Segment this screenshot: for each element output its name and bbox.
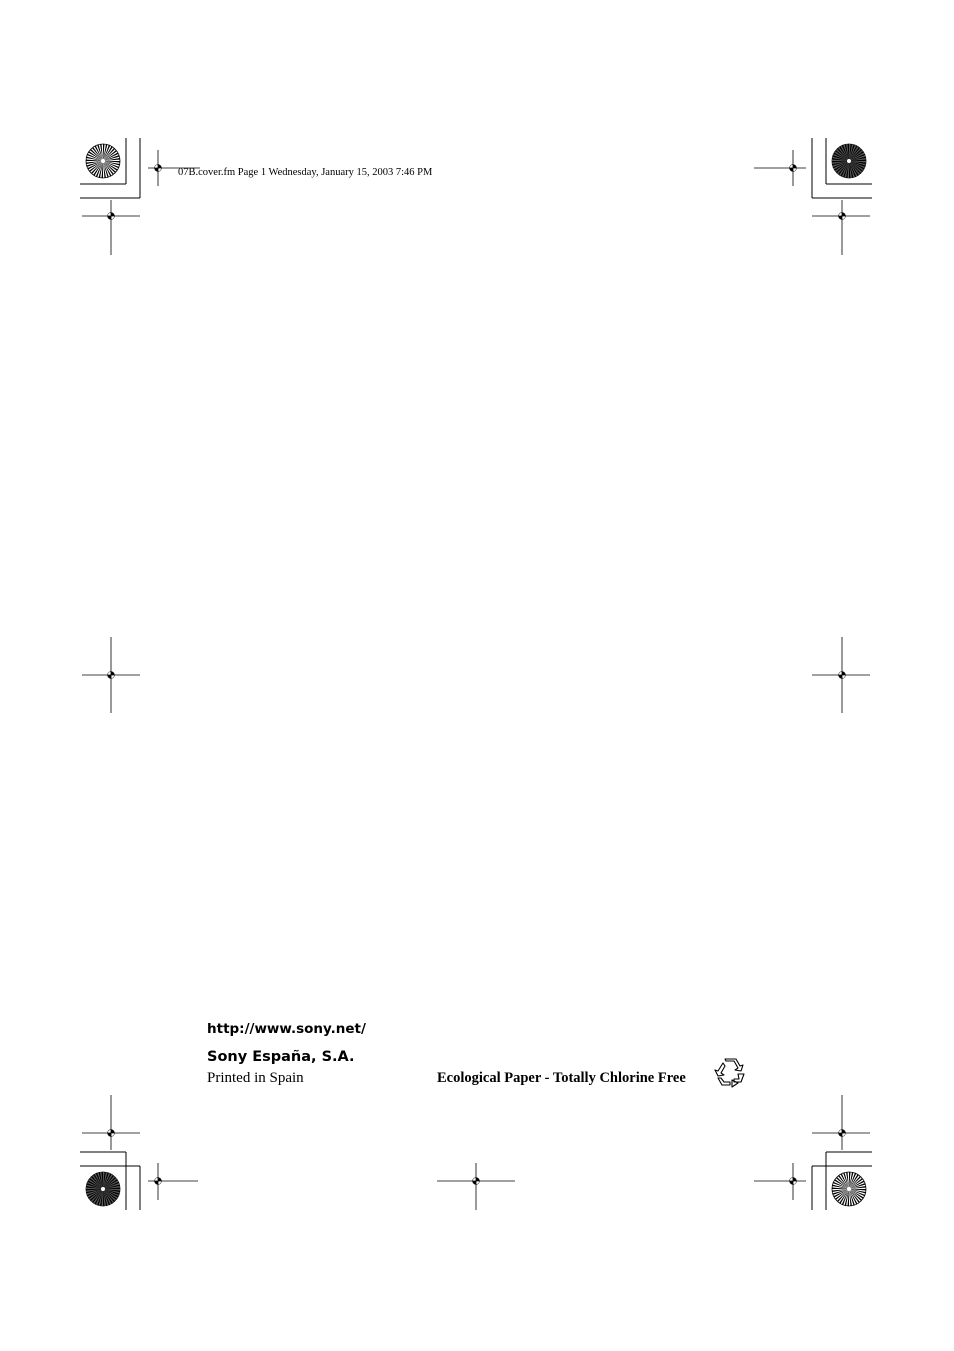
printed-in: Printed in Spain — [207, 1070, 304, 1086]
star-target-icon — [86, 144, 866, 1206]
eco-label: Ecological Paper - Totally Chlorine Free — [437, 1070, 686, 1086]
company-name: Sony España, S.A. — [207, 1049, 355, 1065]
slug-line: 07B.cover.fm Page 1 Wednesday, January 15, 2003 7:46 PM — [178, 167, 433, 178]
website-link[interactable]: http://www.sony.net/ — [207, 1021, 366, 1037]
recycle-icon — [714, 1058, 746, 1088]
